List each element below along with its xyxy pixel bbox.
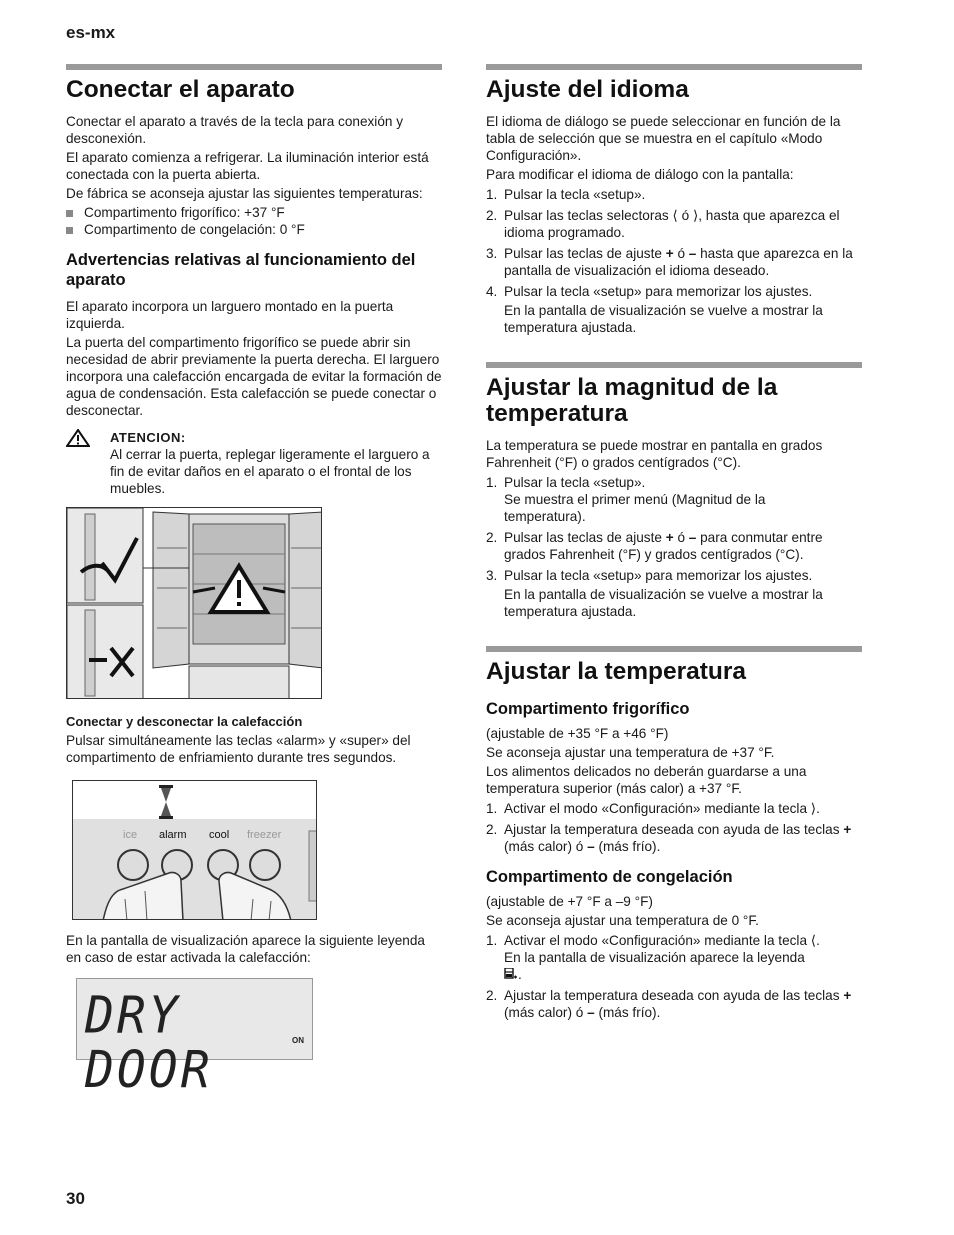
paragraph: Conectar el aparato a través de la tecla para conexión y desconexión.: [66, 114, 404, 146]
chevron-right-icon: ⟩: [810, 801, 817, 816]
paragraph: De fábrica se aconseja ajustar las siguientes temperaturas:: [66, 186, 423, 201]
buttons-and-hands: [73, 781, 317, 920]
list-item: Compartimento de congelación: 0 °F: [66, 221, 442, 238]
lcd-display-illustration: [76, 978, 313, 1100]
warning-block: [66, 429, 442, 497]
chevron-left-icon: ⟨: [810, 933, 817, 948]
section-title-temperature: Ajustar la temperatura: [486, 658, 747, 685]
plus-icon: +: [665, 530, 674, 545]
subsection-title: Advertencias relativas al funcionamiento del aparato: [66, 251, 416, 289]
minus-icon: –: [587, 1005, 595, 1020]
paragraph: En la pantalla de visualización aparece la siguiente leyenda en caso de estar activada la calefacción:: [66, 933, 425, 965]
button-label-cool: cool: [209, 829, 230, 841]
list-item: 1. Pulsar la tecla «setup».: [486, 187, 646, 202]
chevron-right-icon: ⟩: [692, 208, 699, 223]
list-item: 1. Activar el modo «Configuración» mediante la tecla ⟨. En la pantalla de visualización aparece la leyenda .: [486, 933, 820, 982]
freezer-steps: [486, 932, 862, 1021]
list-item: 3. Pulsar las teclas de ajuste + ó – hasta que aparezca en la pantalla de visualización el idioma deseado.: [486, 246, 853, 278]
paragraph: El idioma de diálogo se puede seleccionar en función de la tabla de selección que se muestra en el capítulo «Modo Configuración».: [486, 114, 841, 163]
bullet-list: [66, 204, 442, 238]
list-item: 2. Ajustar la temperatura deseada con ayuda de las teclas + (más calor) ó – (más frío).: [486, 822, 852, 854]
button-label-freezer: freezer: [247, 829, 282, 841]
section-title-connect: Conectar el aparato: [66, 76, 295, 103]
paragraph: La puerta del compartimento frigorífico se puede abrir sin necesidad de abrir previamente la puerta derecha. El larguero incorpora una calefacción encargada de evitar la formación de agua de condensación. Esta calefacción se puede conectar o desconectar.: [66, 335, 442, 418]
magnitude-steps: [486, 474, 862, 620]
list-item: 1. Pulsar la tecla «setup». Se muestra el primer menú (Magnitud de la temperatura).: [486, 475, 766, 524]
section-title-magnitude: Ajustar la magnitud de la temperatura: [486, 374, 778, 427]
warning-triangle-icon: [66, 429, 90, 447]
warning-title: ATENCION:: [110, 430, 186, 445]
paragraph: Pulsar simultáneamente las teclas «alarm» y «super» del compartimento de enfriamiento durante tres segundos.: [66, 733, 411, 765]
section-title-language: Ajuste del idioma: [486, 76, 689, 103]
paragraph: Se aconseja ajustar una temperatura de 0 °F.: [486, 913, 759, 928]
lcd-main-text: DRY DOOR: [85, 986, 213, 1100]
paragraph: (ajustable de +7 °F a –9 °F): [486, 894, 653, 909]
button-label-alarm: alarm: [159, 829, 187, 841]
plus-icon: +: [843, 822, 852, 837]
paragraph: Se aconseja ajustar una temperatura de +37 °F.: [486, 745, 775, 760]
minus-icon: –: [688, 246, 697, 261]
door-heater-icon: [504, 968, 518, 981]
section-rule: [486, 362, 862, 368]
plus-icon: +: [665, 246, 674, 261]
page-number: 30: [66, 1189, 85, 1208]
control-panel-illustration: [72, 780, 317, 920]
paragraph: (ajustable de +35 °F a +46 °F): [486, 726, 669, 741]
lcd-on-indicator: ON: [292, 1036, 304, 1045]
language-code: es-mx: [66, 23, 116, 42]
fridge-door-illustration: [66, 507, 322, 699]
subsection-title-freezer: Compartimento de congelación: [486, 868, 733, 886]
section-rule: [486, 646, 862, 652]
list-item: 1. Activar el modo «Configuración» mediante la tecla ⟩.: [486, 801, 820, 816]
fridge-steps: [486, 800, 862, 855]
warning-text: Al cerrar la puerta, replegar ligeramente el larguero a fin de evitar daños en el aparato o el frontal de los muebles.: [110, 447, 430, 496]
minus-icon: –: [688, 530, 697, 545]
minus-icon: –: [587, 839, 595, 854]
heater-title: Conectar y desconectar la calefacción: [66, 714, 303, 729]
list-item: 2. Ajustar la temperatura deseada con ayuda de las teclas + (más calor) ó – (más frío).: [486, 988, 852, 1020]
list-item: 2. Pulsar las teclas de ajuste + ó – para conmutar entre grados Fahrenheit (°F) y grados centígrados (°C).: [486, 530, 823, 562]
left-column: [66, 64, 442, 1100]
paragraph: El aparato comienza a refrigerar. La iluminación interior está conectada con la puerta abierta.: [66, 150, 429, 182]
list-item: 3. Pulsar la tecla «setup» para memorizar los ajustes. En la pantalla de visualización se vuelve a mostrar la temperatura ajustada.: [486, 568, 823, 619]
paragraph: Para modificar el idioma de diálogo con la pantalla:: [486, 167, 794, 182]
magnitude-section: [486, 362, 862, 620]
button-label-ice: ice: [123, 829, 138, 841]
chevron-left-icon: ⟨: [672, 208, 678, 223]
right-column: [486, 64, 862, 1025]
plus-icon: +: [843, 988, 852, 1003]
list-item: Compartimento frigorífico: +37 °F: [66, 204, 442, 221]
list-item: 2. Pulsar las teclas selectoras ⟨ ó ⟩, hasta que aparezca el idioma programado.: [486, 208, 840, 240]
subsection-title-fridge: Compartimento frigorífico: [486, 700, 690, 718]
paragraph: La temperatura se puede mostrar en pantalla en grados Fahrenheit (°F) o grados centígrados (°C).: [486, 438, 823, 470]
list-item: 4. Pulsar la tecla «setup» para memorizar los ajustes. En la pantalla de visualización se vuelve a mostrar la temperatura ajustada.: [486, 284, 823, 335]
section-rule: [66, 64, 442, 70]
temperature-section: [486, 646, 862, 1021]
paragraph: El aparato incorpora un larguero montado en la puerta izquierda.: [66, 299, 394, 331]
language-steps: [486, 186, 862, 336]
fridge-drawing: [67, 508, 322, 699]
section-rule: [486, 64, 862, 70]
paragraph: Los alimentos delicados no deberán guardarse a una temperatura superior (más calor) a +37 °F.: [486, 764, 807, 796]
